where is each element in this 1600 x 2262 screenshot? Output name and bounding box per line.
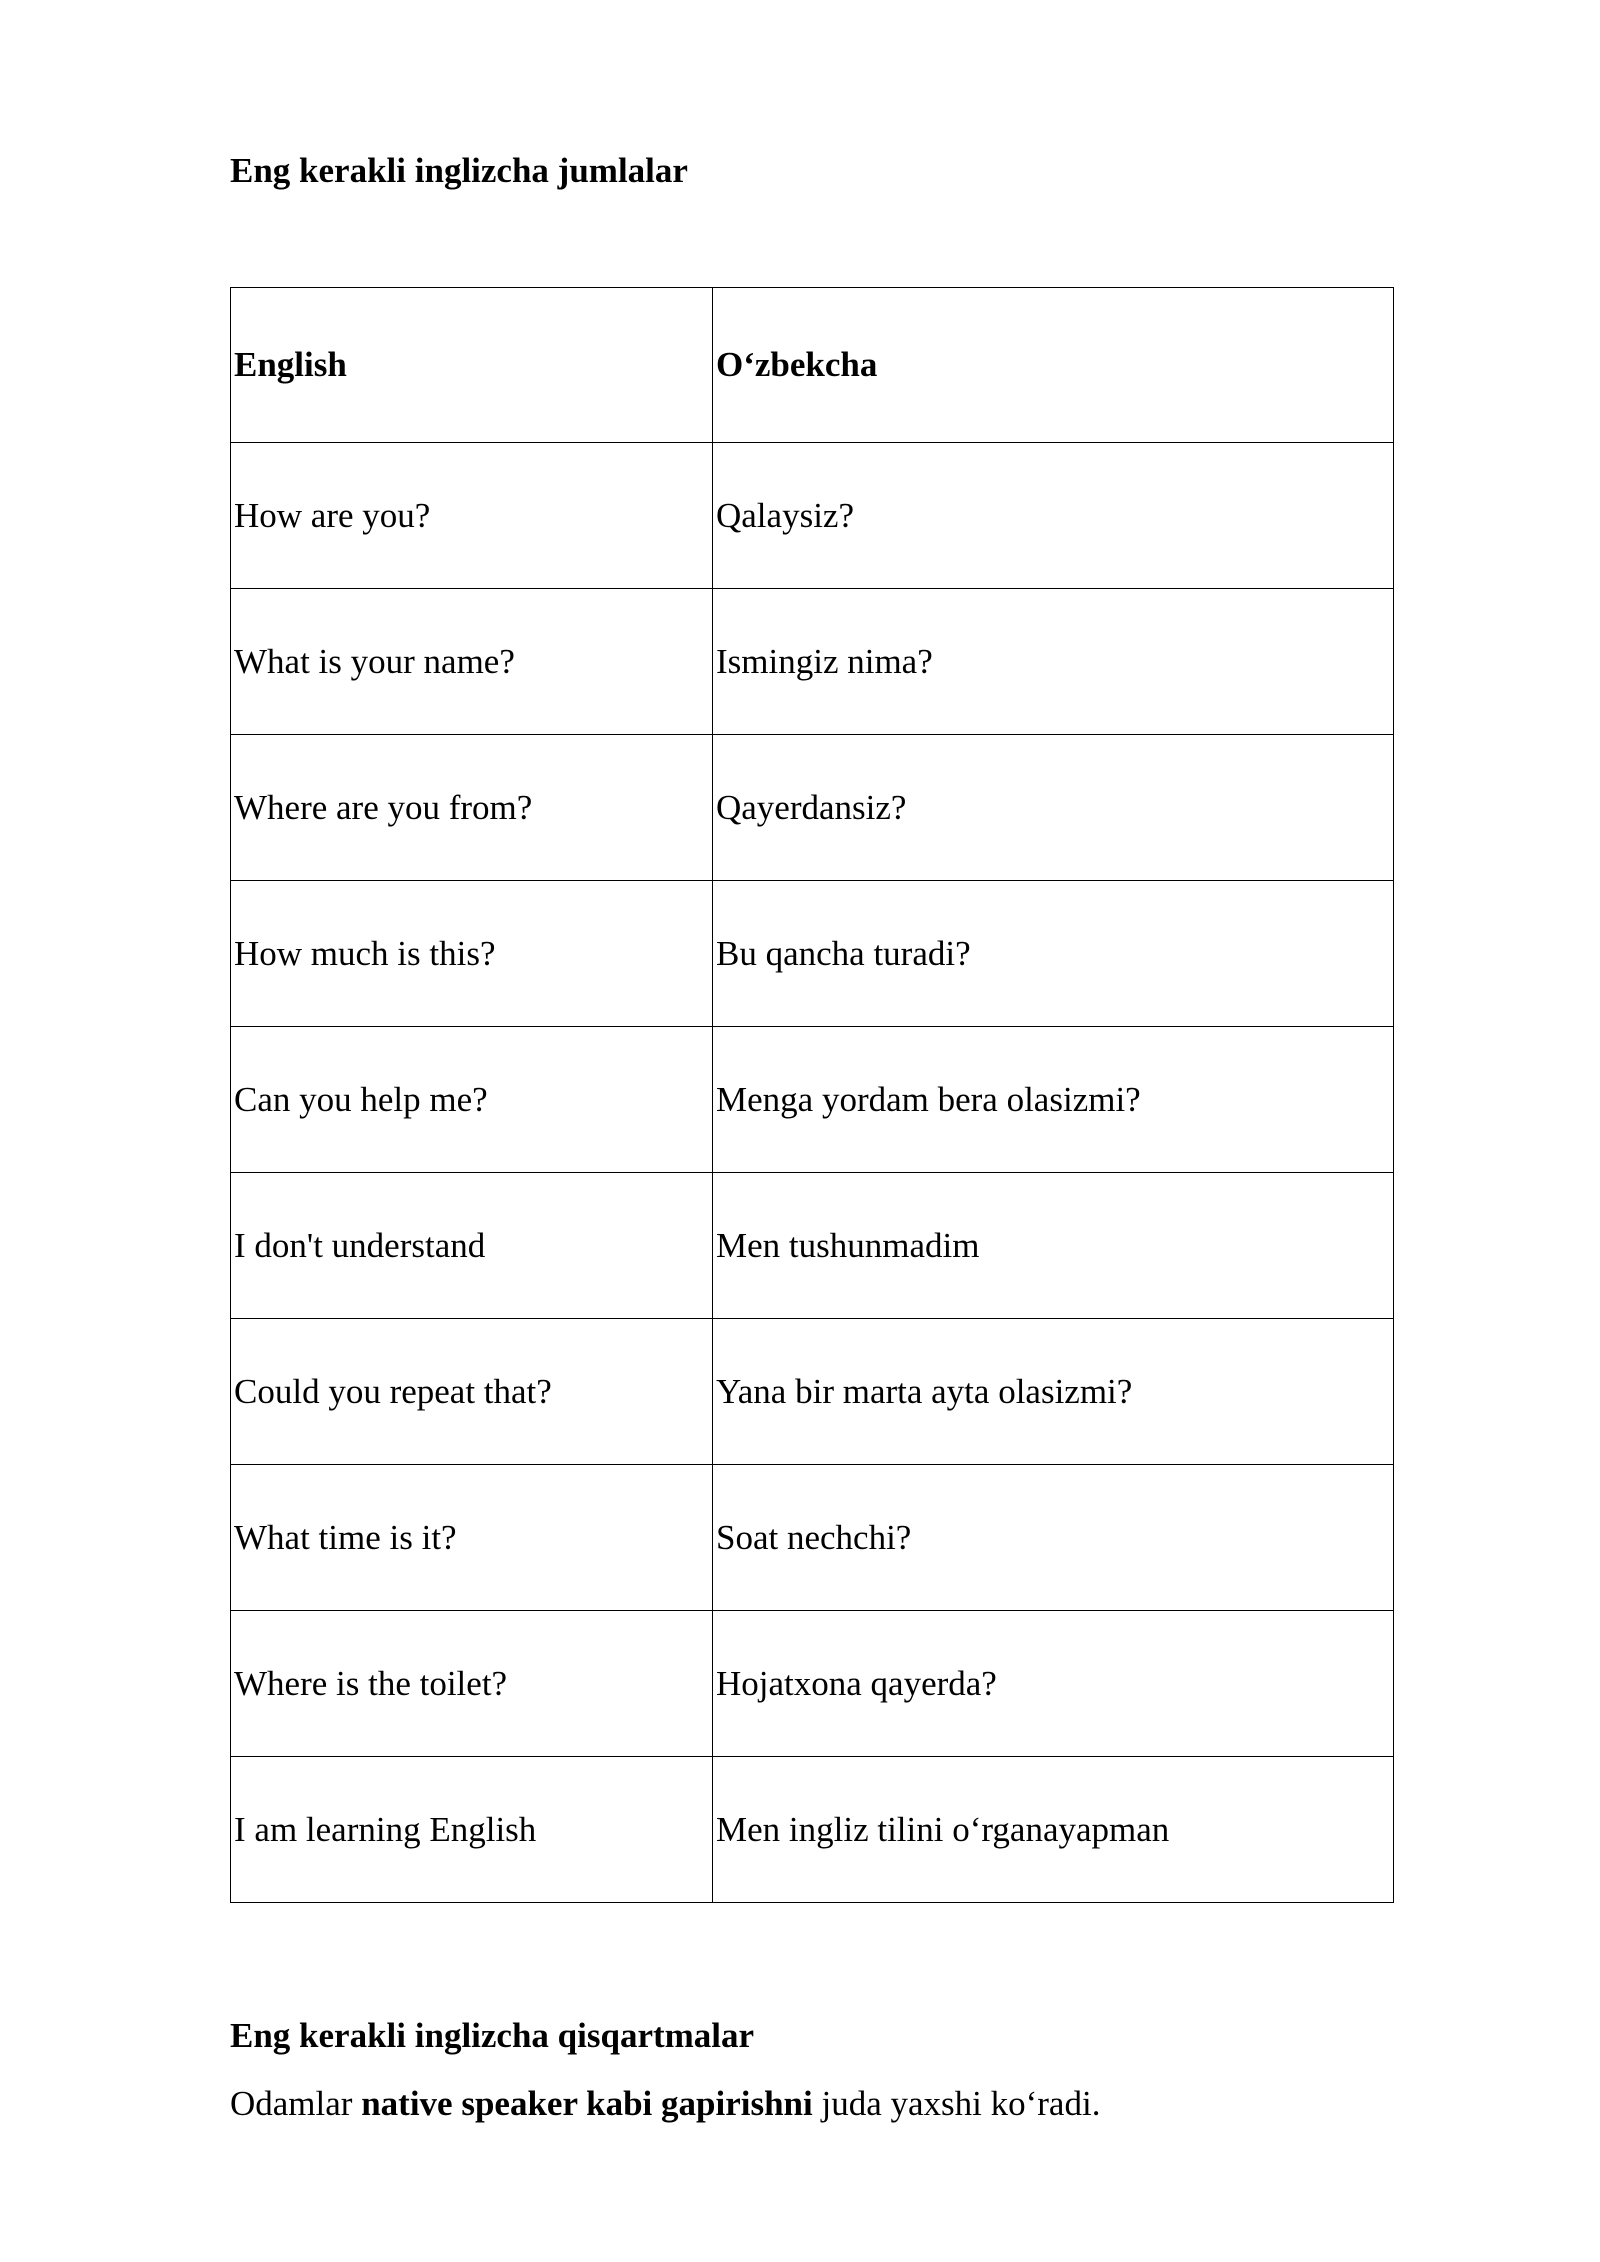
paragraph-text-before: Odamlar xyxy=(230,2084,362,2123)
table-row xyxy=(231,1173,1394,1319)
section-heading: Eng kerakli inglizcha qisqartmalar xyxy=(230,2016,755,2055)
intro-paragraph xyxy=(230,2083,1100,2125)
paragraph-text-after: juda yaxshi ko‘radi. xyxy=(812,2084,1101,2123)
cell-uzbek: Yana bir marta ayta olasizmi? xyxy=(713,1319,1394,1465)
cell-english: Where are you from? xyxy=(231,735,713,881)
table-row xyxy=(231,881,1394,1027)
table-row xyxy=(231,1319,1394,1465)
table-row xyxy=(231,443,1394,589)
table-row xyxy=(231,1757,1394,1903)
cell-english: What is your name? xyxy=(231,589,713,735)
cell-english: Where is the toilet? xyxy=(231,1611,713,1757)
table-row xyxy=(231,1465,1394,1611)
cell-english: I don't understand xyxy=(231,1173,713,1319)
cell-uzbek: Men ingliz tilini o‘rganayapman xyxy=(713,1757,1394,1903)
cell-english: How much is this? xyxy=(231,881,713,1027)
table-row xyxy=(231,1027,1394,1173)
cell-uzbek: Menga yordam bera olasizmi? xyxy=(713,1027,1394,1173)
table-row xyxy=(231,735,1394,881)
page-title: Eng kerakli inglizcha jumlalar xyxy=(230,151,688,190)
table-row xyxy=(231,1611,1394,1757)
cell-uzbek: Bu qancha turadi? xyxy=(713,881,1394,1027)
cell-english: How are you? xyxy=(231,443,713,589)
cell-uzbek: Men tushunmadim xyxy=(713,1173,1394,1319)
phrases-table xyxy=(230,287,1394,1903)
cell-english: Could you repeat that? xyxy=(231,1319,713,1465)
paragraph-text-bold: native speaker kabi gapirishni xyxy=(361,2084,813,2123)
cell-uzbek: Qayerdansiz? xyxy=(713,735,1394,881)
cell-english: What time is it? xyxy=(231,1465,713,1611)
table-header-row xyxy=(231,288,1394,443)
cell-uzbek: Soat nechchi? xyxy=(713,1465,1394,1611)
cell-english: Can you help me? xyxy=(231,1027,713,1173)
header-uzbek: O‘zbekcha xyxy=(713,288,1394,443)
cell-uzbek: Ismingiz nima? xyxy=(713,589,1394,735)
table-row xyxy=(231,589,1394,735)
cell-uzbek: Qalaysiz? xyxy=(713,443,1394,589)
cell-english: I am learning English xyxy=(231,1757,713,1903)
cell-uzbek: Hojatxona qayerda? xyxy=(713,1611,1394,1757)
header-english: English xyxy=(231,288,713,443)
